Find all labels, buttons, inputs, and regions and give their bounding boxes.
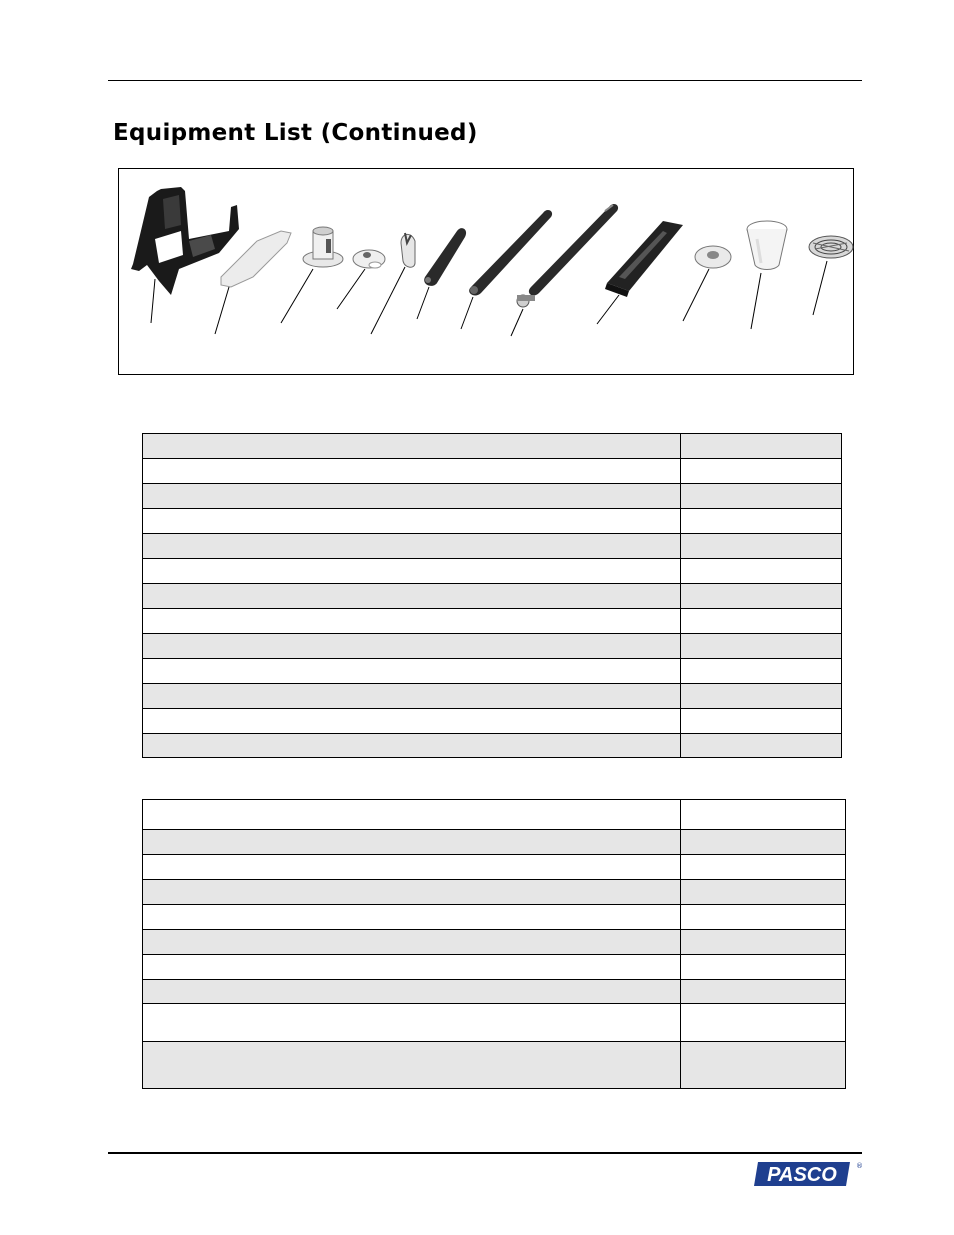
item-cell bbox=[143, 559, 681, 584]
table-row bbox=[143, 1042, 846, 1089]
item-cell bbox=[143, 484, 681, 509]
quantity-cell bbox=[681, 484, 842, 509]
quantity-cell bbox=[681, 880, 846, 905]
rod-with-clamp-icon bbox=[517, 204, 618, 307]
quantity-cell bbox=[681, 509, 842, 534]
equipment-table-2 bbox=[142, 799, 846, 1089]
quantity-cell bbox=[681, 980, 846, 1004]
table-row bbox=[143, 634, 842, 659]
quantity-cell bbox=[681, 684, 842, 709]
quantity-cell bbox=[681, 955, 846, 980]
item-cell bbox=[143, 905, 681, 930]
item-cell bbox=[143, 659, 681, 684]
table-row bbox=[143, 905, 846, 930]
table-row bbox=[143, 980, 846, 1004]
strip-icon bbox=[221, 231, 291, 287]
table-row bbox=[143, 855, 846, 880]
item-cell bbox=[143, 609, 681, 634]
table-row bbox=[143, 484, 842, 509]
table-row bbox=[143, 830, 846, 855]
item-cell bbox=[143, 830, 681, 855]
quantity-cell bbox=[681, 855, 846, 880]
header-rule bbox=[108, 80, 862, 81]
quantity-cell bbox=[681, 659, 842, 684]
clip-icon bbox=[353, 250, 385, 268]
quantity-cell bbox=[681, 1042, 846, 1089]
equipment-table-1 bbox=[142, 433, 842, 758]
item-cell bbox=[143, 855, 681, 880]
short-rod-icon bbox=[424, 228, 466, 286]
block-icon bbox=[605, 221, 683, 297]
table-row bbox=[143, 659, 842, 684]
svg-text:®: ® bbox=[856, 1162, 863, 1170]
item-cell bbox=[143, 534, 681, 559]
quantity-cell bbox=[681, 709, 842, 734]
item-cell bbox=[143, 800, 681, 830]
quantity-cell bbox=[681, 930, 846, 955]
quantity-cell bbox=[681, 634, 842, 659]
logo-text: PASCO bbox=[767, 1164, 837, 1186]
page-title: Equipment List (Continued) bbox=[113, 120, 478, 146]
item-cell bbox=[143, 734, 681, 758]
table-row bbox=[143, 734, 842, 758]
item-cell bbox=[143, 980, 681, 1004]
table-row bbox=[143, 1004, 846, 1042]
quantity-cell bbox=[681, 800, 846, 830]
table-row bbox=[143, 709, 842, 734]
table-row bbox=[143, 509, 842, 534]
hook-icon bbox=[401, 233, 415, 267]
table-row bbox=[143, 434, 842, 459]
table-row bbox=[143, 609, 842, 634]
pasco-logo bbox=[752, 1158, 862, 1190]
washer-icon bbox=[695, 246, 731, 268]
quantity-cell bbox=[681, 584, 842, 609]
item-cell bbox=[143, 459, 681, 484]
table-row bbox=[143, 880, 846, 905]
table-row bbox=[143, 584, 842, 609]
table-row bbox=[143, 534, 842, 559]
table-row bbox=[143, 955, 846, 980]
quantity-cell bbox=[681, 1004, 846, 1042]
item-cell bbox=[143, 1042, 681, 1089]
item-cell bbox=[143, 584, 681, 609]
item-cell bbox=[143, 880, 681, 905]
quantity-cell bbox=[681, 559, 842, 584]
quantity-cell bbox=[681, 434, 842, 459]
item-cell bbox=[143, 930, 681, 955]
table-row bbox=[143, 684, 842, 709]
footer-rule bbox=[108, 1152, 862, 1154]
table-row bbox=[143, 459, 842, 484]
cup-icon bbox=[747, 221, 787, 270]
quantity-cell bbox=[681, 609, 842, 634]
coil-icon bbox=[809, 236, 853, 258]
table-row bbox=[143, 800, 846, 830]
item-cell bbox=[143, 1004, 681, 1042]
equipment-figure bbox=[118, 168, 854, 375]
item-cell bbox=[143, 709, 681, 734]
item-cell bbox=[143, 434, 681, 459]
post-icon bbox=[303, 227, 343, 267]
table-row bbox=[143, 559, 842, 584]
quantity-cell bbox=[681, 905, 846, 930]
item-cell bbox=[143, 955, 681, 980]
quantity-cell bbox=[681, 734, 842, 758]
quantity-cell bbox=[681, 534, 842, 559]
table-row bbox=[143, 930, 846, 955]
item-cell bbox=[143, 684, 681, 709]
item-cell bbox=[143, 634, 681, 659]
quantity-cell bbox=[681, 459, 842, 484]
quantity-cell bbox=[681, 830, 846, 855]
item-cell bbox=[143, 509, 681, 534]
